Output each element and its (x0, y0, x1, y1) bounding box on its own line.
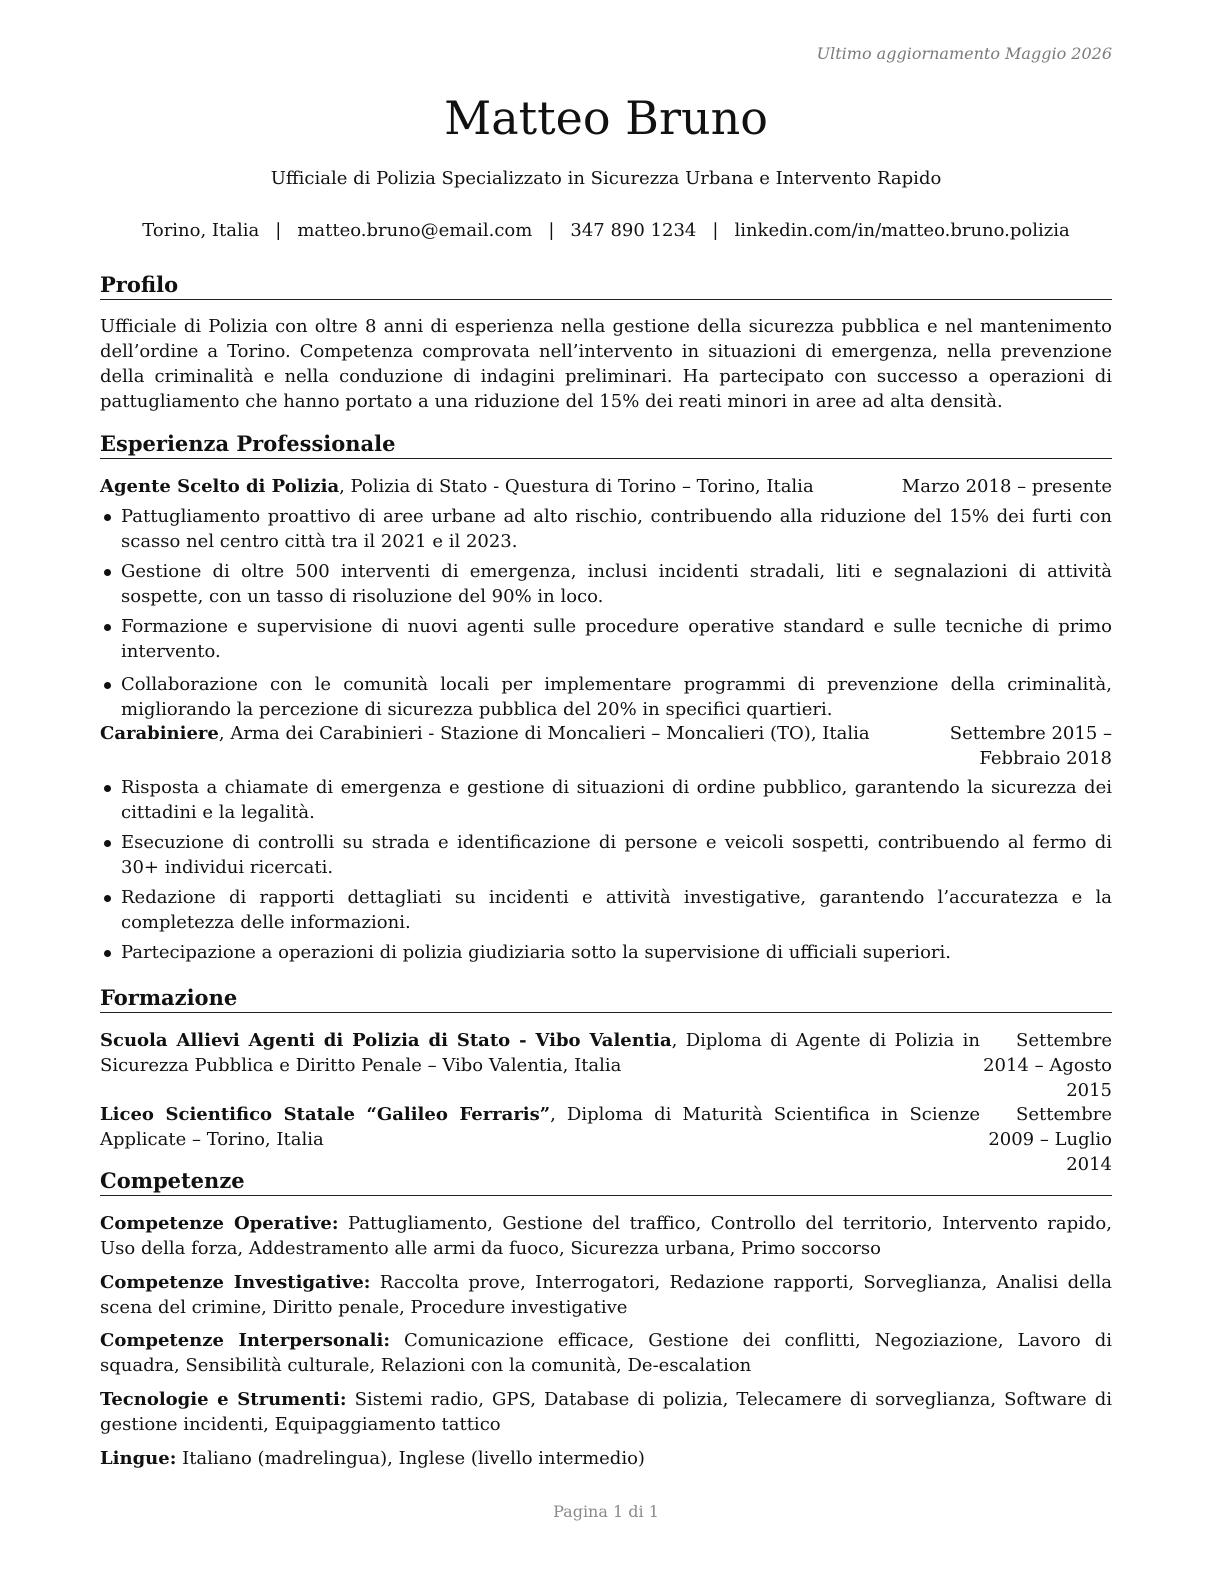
education-dates: Settembre 2009 – Luglio 2014 (988, 1104, 1112, 1175)
skill-label: Lingue: (100, 1448, 177, 1469)
education-detail: , Diploma di Agente di Polizia in Sicurezza Pubblica e Diritto Penale – Vibo Valentia, Italia (100, 1030, 980, 1076)
list-item: Pattugliamento proattivo di aree urbane ad alto rischio, contribuendo alla riduzione del 15% dei furti con scasso nel centro città tra il 2021 e il 2023. (100, 504, 1112, 554)
headline: Ufficiale di Polizia Specializzato in Sicurezza Urbana e Intervento Rapido (270, 168, 942, 189)
list-item: Risposta a chiamate di emergenza e gestione di situazioni di ordine pubblico, garantendo la sicurezza dei cittadini e la legalità. (100, 775, 1112, 825)
section-title-experience: Esperienza Professionale (100, 431, 1112, 459)
education-dates: Settembre 2014 – Agosto 2015 (983, 1030, 1112, 1101)
contact-separator: | (712, 220, 719, 241)
job-role: Carabiniere (100, 723, 219, 744)
list-item: Esecuzione di controlli su strada e identificazione di persone e veicoli sospetti, contribuendo al fermo di 30+ individui ricercati. (100, 830, 1112, 880)
education-school: Liceo Scientifico Statale “Galileo Ferraris” (100, 1104, 551, 1125)
contact-separator: | (275, 220, 282, 241)
skill-group (100, 1211, 1112, 1261)
skill-group (100, 1328, 1112, 1378)
list-item: Formazione e supervisione di nuovi agenti sulle procedure operative standard e sulle tecniche di primo intervento. (100, 614, 1112, 664)
last-updated: Ultimo aggiornamento Maggio 2026 (816, 44, 1112, 63)
section-title-skills: Competenze (100, 1168, 1112, 1196)
job-dates: Marzo 2018 – presente (901, 476, 1112, 497)
page-footer: Pagina 1 di 1 (553, 1502, 659, 1521)
contact-separator: | (548, 220, 555, 241)
skill-text: Italiano (madrelingua), Inglese (livello intermedio) (176, 1448, 645, 1469)
skill-group (100, 1270, 1112, 1320)
section-title-profile: Profilo (100, 272, 1112, 300)
skill-group (100, 1387, 1112, 1437)
list-item: Gestione di oltre 500 interventi di emergenza, inclusi incidenti stradali, liti e segnalazioni di attività sospette, con un tasso di risoluzione del 90% in loco. (100, 559, 1112, 609)
job-dates: Settembre 2015 – Febbraio 2018 (949, 723, 1112, 769)
contact-linkedin[interactable]: linkedin.com/in/matteo.bruno.polizia (734, 220, 1070, 241)
job-bullets (100, 504, 1112, 722)
skill-text: Sistemi radio, GPS, Database di polizia, Telecamere di sorveglianza, Software di gestione incidenti, Equipaggiamento tattico (100, 1389, 1112, 1435)
education-detail: , Diploma di Maturità Scientifica in Scienze Applicate – Torino, Italia (100, 1104, 981, 1150)
education-school: Scuola Allievi Agenti di Polizia di Stato - Vibo Valentia (100, 1030, 672, 1051)
skill-label: Tecnologie e Strumenti: (100, 1389, 347, 1410)
skill-label: Competenze Operative: (100, 1213, 339, 1234)
contact-phone: 347 890 1234 (570, 220, 697, 241)
job-bullets (100, 775, 1112, 965)
skill-text: Comunicazione efficace, Gestione dei conflitti, Negoziazione, Lavoro di squadra, Sensibilità culturale, Relazioni con la comunità, De-escalation (100, 1330, 1112, 1376)
skill-group (100, 1446, 1112, 1471)
job-org: , Arma dei Carabinieri - Stazione di Moncalieri – Moncalieri (TO), Italia (218, 723, 870, 744)
profile-text: Ufficiale di Polizia con oltre 8 anni di esperienza nella gestione della sicurezza pubblica e nel mantenimento dell’ordine a Torino. Competenza comprovata nell’intervento in situazioni di emergenza, nella prevenzione della criminalità e nella conduzione di indagini preliminari. Ha partecipato con successo a operazioni di pattugliamento che hanno portato a una riduzione del 15% dei reati minori in aree ad alta densità. (100, 316, 1112, 412)
skill-label: Competenze Investigative: (100, 1272, 371, 1293)
job-role: Agente Scelto di Polizia (100, 476, 340, 497)
skill-label: Competenze Interpersonali: (100, 1330, 390, 1351)
list-item: Partecipazione a operazioni di polizia giudiziaria sotto la supervisione di ufficiali superiori. (100, 940, 1112, 965)
resume-page (100, 0, 1112, 1584)
list-item: Redazione di rapporti dettagliati su incidenti e attività investigative, garantendo l’accuratezza e la completezza delle informazioni. (100, 885, 1112, 935)
section-title-education: Formazione (100, 985, 1112, 1013)
job-org: , Polizia di Stato - Questura di Torino – Torino, Italia (339, 476, 814, 497)
contact-location: Torino, Italia (142, 220, 260, 241)
contact-line (100, 220, 1112, 241)
skill-text: Raccolta prove, Interrogatori, Redazione rapporti, Sorveglianza, Analisi della scena del crimine, Diritto penale, Procedure investigative (100, 1272, 1112, 1318)
list-item: Collaborazione con le comunità locali per implementare programmi di prevenzione della criminalità, migliorando la percezione di sicurezza pubblica del 20% in specifici quartieri. (100, 672, 1112, 722)
contact-email[interactable]: matteo.bruno@email.com (297, 220, 533, 241)
candidate-name: Matteo Bruno (444, 91, 768, 145)
skill-text: Pattugliamento, Gestione del traffico, Controllo del territorio, Intervento rapido, Uso della forza, Addestramento alle armi da fuoco, Sicurezza urbana, Primo soccorso (100, 1213, 1112, 1259)
